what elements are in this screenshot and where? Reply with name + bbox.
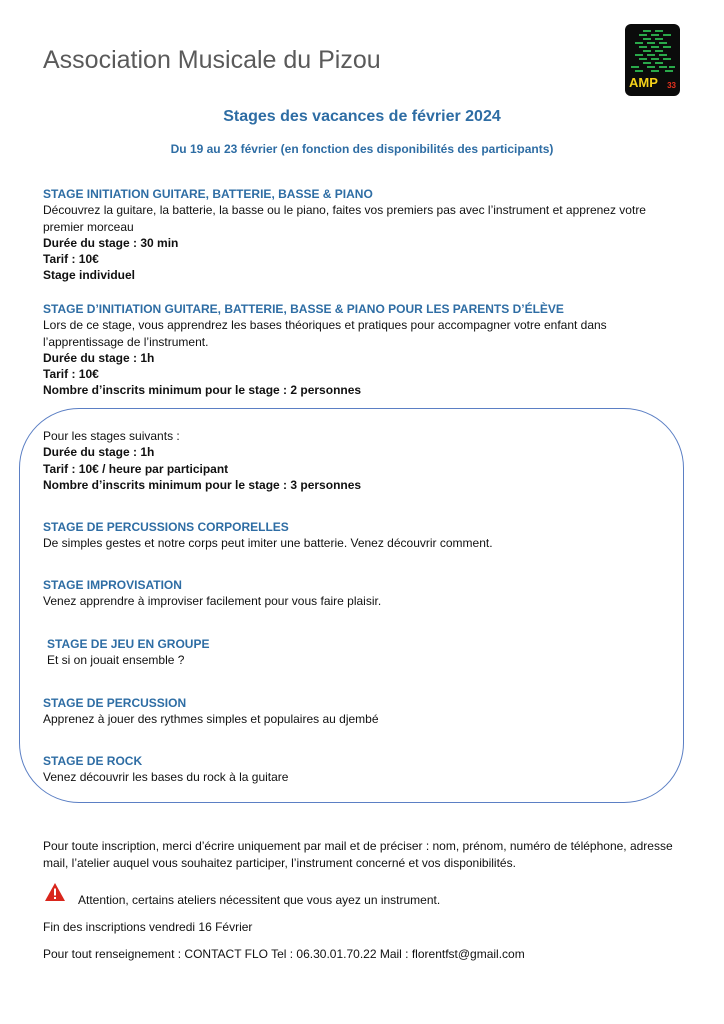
stage-note: Stage individuel <box>43 268 136 283</box>
group-intro: Pour les stages suivants : <box>43 429 180 443</box>
stage-description: Découvrez la guitare, la batterie, la basse ou le piano, faites vos premiers pas avec l’instrument et apprenez votre premier morceau <box>43 203 646 234</box>
stage-heading: STAGE DE PERCUSSION <box>43 696 187 710</box>
group-stage-item <box>43 577 673 610</box>
stage-duration: Durée du stage : 1h <box>43 350 155 365</box>
stage-parents-section <box>43 301 673 399</box>
page-subtitle: Du 19 au 23 février (en fonction des disponibilités des participants) <box>170 142 554 156</box>
group-duration: Durée du stage : 1h <box>43 445 155 460</box>
amp-logo <box>625 24 680 96</box>
stage-price: Tarif : 10€ <box>43 367 99 382</box>
stage-heading: STAGE D’INITIATION GUITARE, BATTERIE, BASSE & PIANO POUR LES PARENTS D’ÉLÈVE <box>43 302 564 316</box>
stage-heading: STAGE DE ROCK <box>43 754 143 768</box>
stage-minimum: Nombre d’inscrits minimum pour le stage : 2 personnes <box>43 383 362 398</box>
stage-duration: Durée du stage : 30 min <box>43 235 179 250</box>
group-stage-item <box>43 519 673 552</box>
stage-heading: STAGE IMPROVISATION <box>43 578 182 592</box>
group-price: Tarif : 10€ / heure par participant <box>43 461 229 476</box>
group-stage-item <box>47 636 677 669</box>
stage-description: Apprenez à jouer des rythmes simples et populaires au djembé <box>43 712 379 727</box>
association-title: Association Musicale du Pizou <box>43 46 381 74</box>
group-minimum: Nombre d’inscrits minimum pour le stage : 3 personnes <box>43 477 362 492</box>
stage-description: Lors de ce stage, vous apprendrez les bases théoriques et pratiques pour accompagner votre enfant dans l’apprentissage de l’instrument. <box>43 318 607 349</box>
stage-heading: STAGE DE PERCUSSIONS CORPORELLES <box>43 520 289 534</box>
logo-text: AMP <box>629 75 658 90</box>
stage-description: Et si on jouait ensemble ? <box>47 653 185 668</box>
inscription-instructions: Pour toute inscription, merci d’écrire uniquement par mail et de préciser : nom, prénom, numéro de téléphone, adresse mail, l’atelier auquel vous souhaitez participer, l’instrument concerné et vos disponibilités. <box>43 839 673 870</box>
group-stage-item <box>43 753 673 786</box>
stage-heading: STAGE INITIATION GUITARE, BATTERIE, BASSE & PIANO <box>43 187 373 201</box>
contact-text: Pour tout renseignement : CONTACT FLO Tel : 06.30.01.70.22 Mail : florentfst@gmail.com <box>43 947 525 961</box>
stage-price: Tarif : 10€ <box>43 252 99 267</box>
group-stage-item <box>43 695 673 728</box>
stage-description: Venez découvrir les bases du rock à la guitare <box>43 770 289 785</box>
warning-triangle-icon <box>44 882 66 902</box>
stage-initiation-section <box>43 186 673 284</box>
warning-text: Attention, certains ateliers nécessitent que vous ayez un instrument. <box>78 893 441 907</box>
group-conditions <box>43 428 673 493</box>
stage-heading: STAGE DE JEU EN GROUPE <box>47 637 210 651</box>
deadline-text: Fin des inscriptions vendredi 16 Février <box>43 920 253 934</box>
page-title: Stages des vacances de février 2024 <box>223 108 501 125</box>
stage-description: De simples gestes et notre corps peut imiter une batterie. Venez découvrir comment. <box>43 536 493 551</box>
logo-number: 33 <box>667 81 676 90</box>
stage-description: Venez apprendre à improviser facilement pour vous faire plaisir. <box>43 594 382 609</box>
